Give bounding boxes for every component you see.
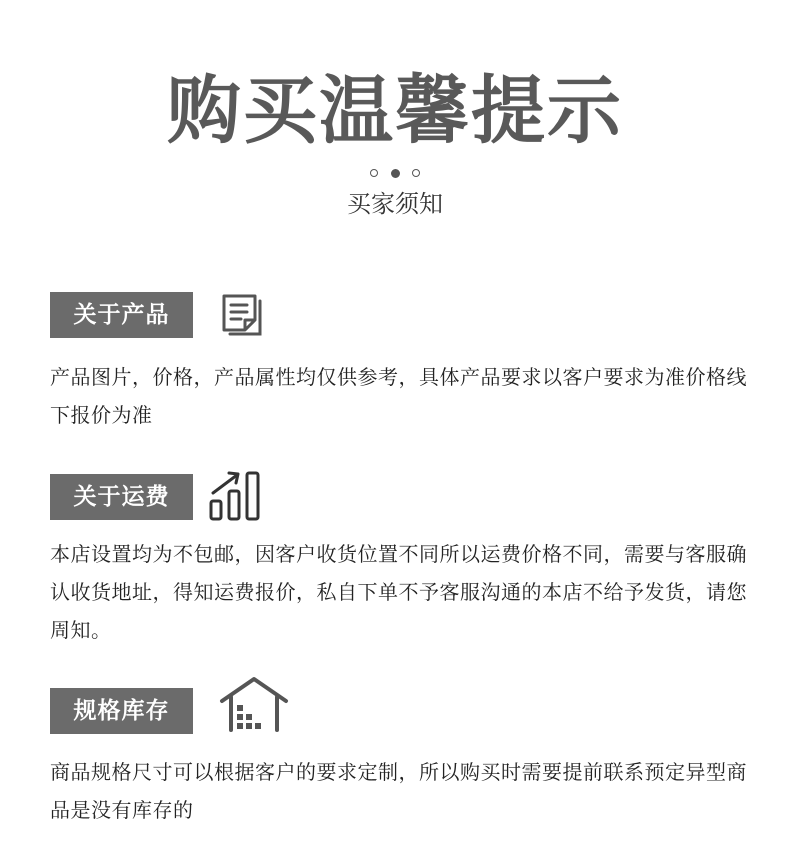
bar-chart-growth-icon xyxy=(207,467,267,523)
dot-filled-icon xyxy=(391,169,400,178)
section-label-product: 关于产品 xyxy=(50,292,193,338)
page-subtitle: 买家须知 xyxy=(347,190,443,218)
section-label-shipping: 关于运费 xyxy=(50,474,193,520)
section-text-inventory: 商品规格尺寸可以根据客户的要求定制，所以购买时需要提前联系预定异型商品是没有库存的 xyxy=(50,760,747,822)
page-title: 购买温馨提示 xyxy=(167,68,623,154)
dot-icon xyxy=(370,169,378,177)
decorative-dots xyxy=(370,167,420,179)
document-icon xyxy=(215,290,271,346)
dot-icon xyxy=(412,169,420,177)
warehouse-icon xyxy=(218,675,290,733)
section-label-inventory: 规格库存 xyxy=(50,688,193,734)
section-text-product: 产品图片，价格，产品属性均仅供参考，具体产品要求以客户要求为准价格线下报价为准 xyxy=(50,365,747,427)
section-text-shipping: 本店设置均为不包邮，因客户收货位置不同所以运费价格不同，需要与客服确认收货地址，得知运费报价，私自下单不予客服沟通的本店不给予发货，请您周知。 xyxy=(50,542,747,642)
